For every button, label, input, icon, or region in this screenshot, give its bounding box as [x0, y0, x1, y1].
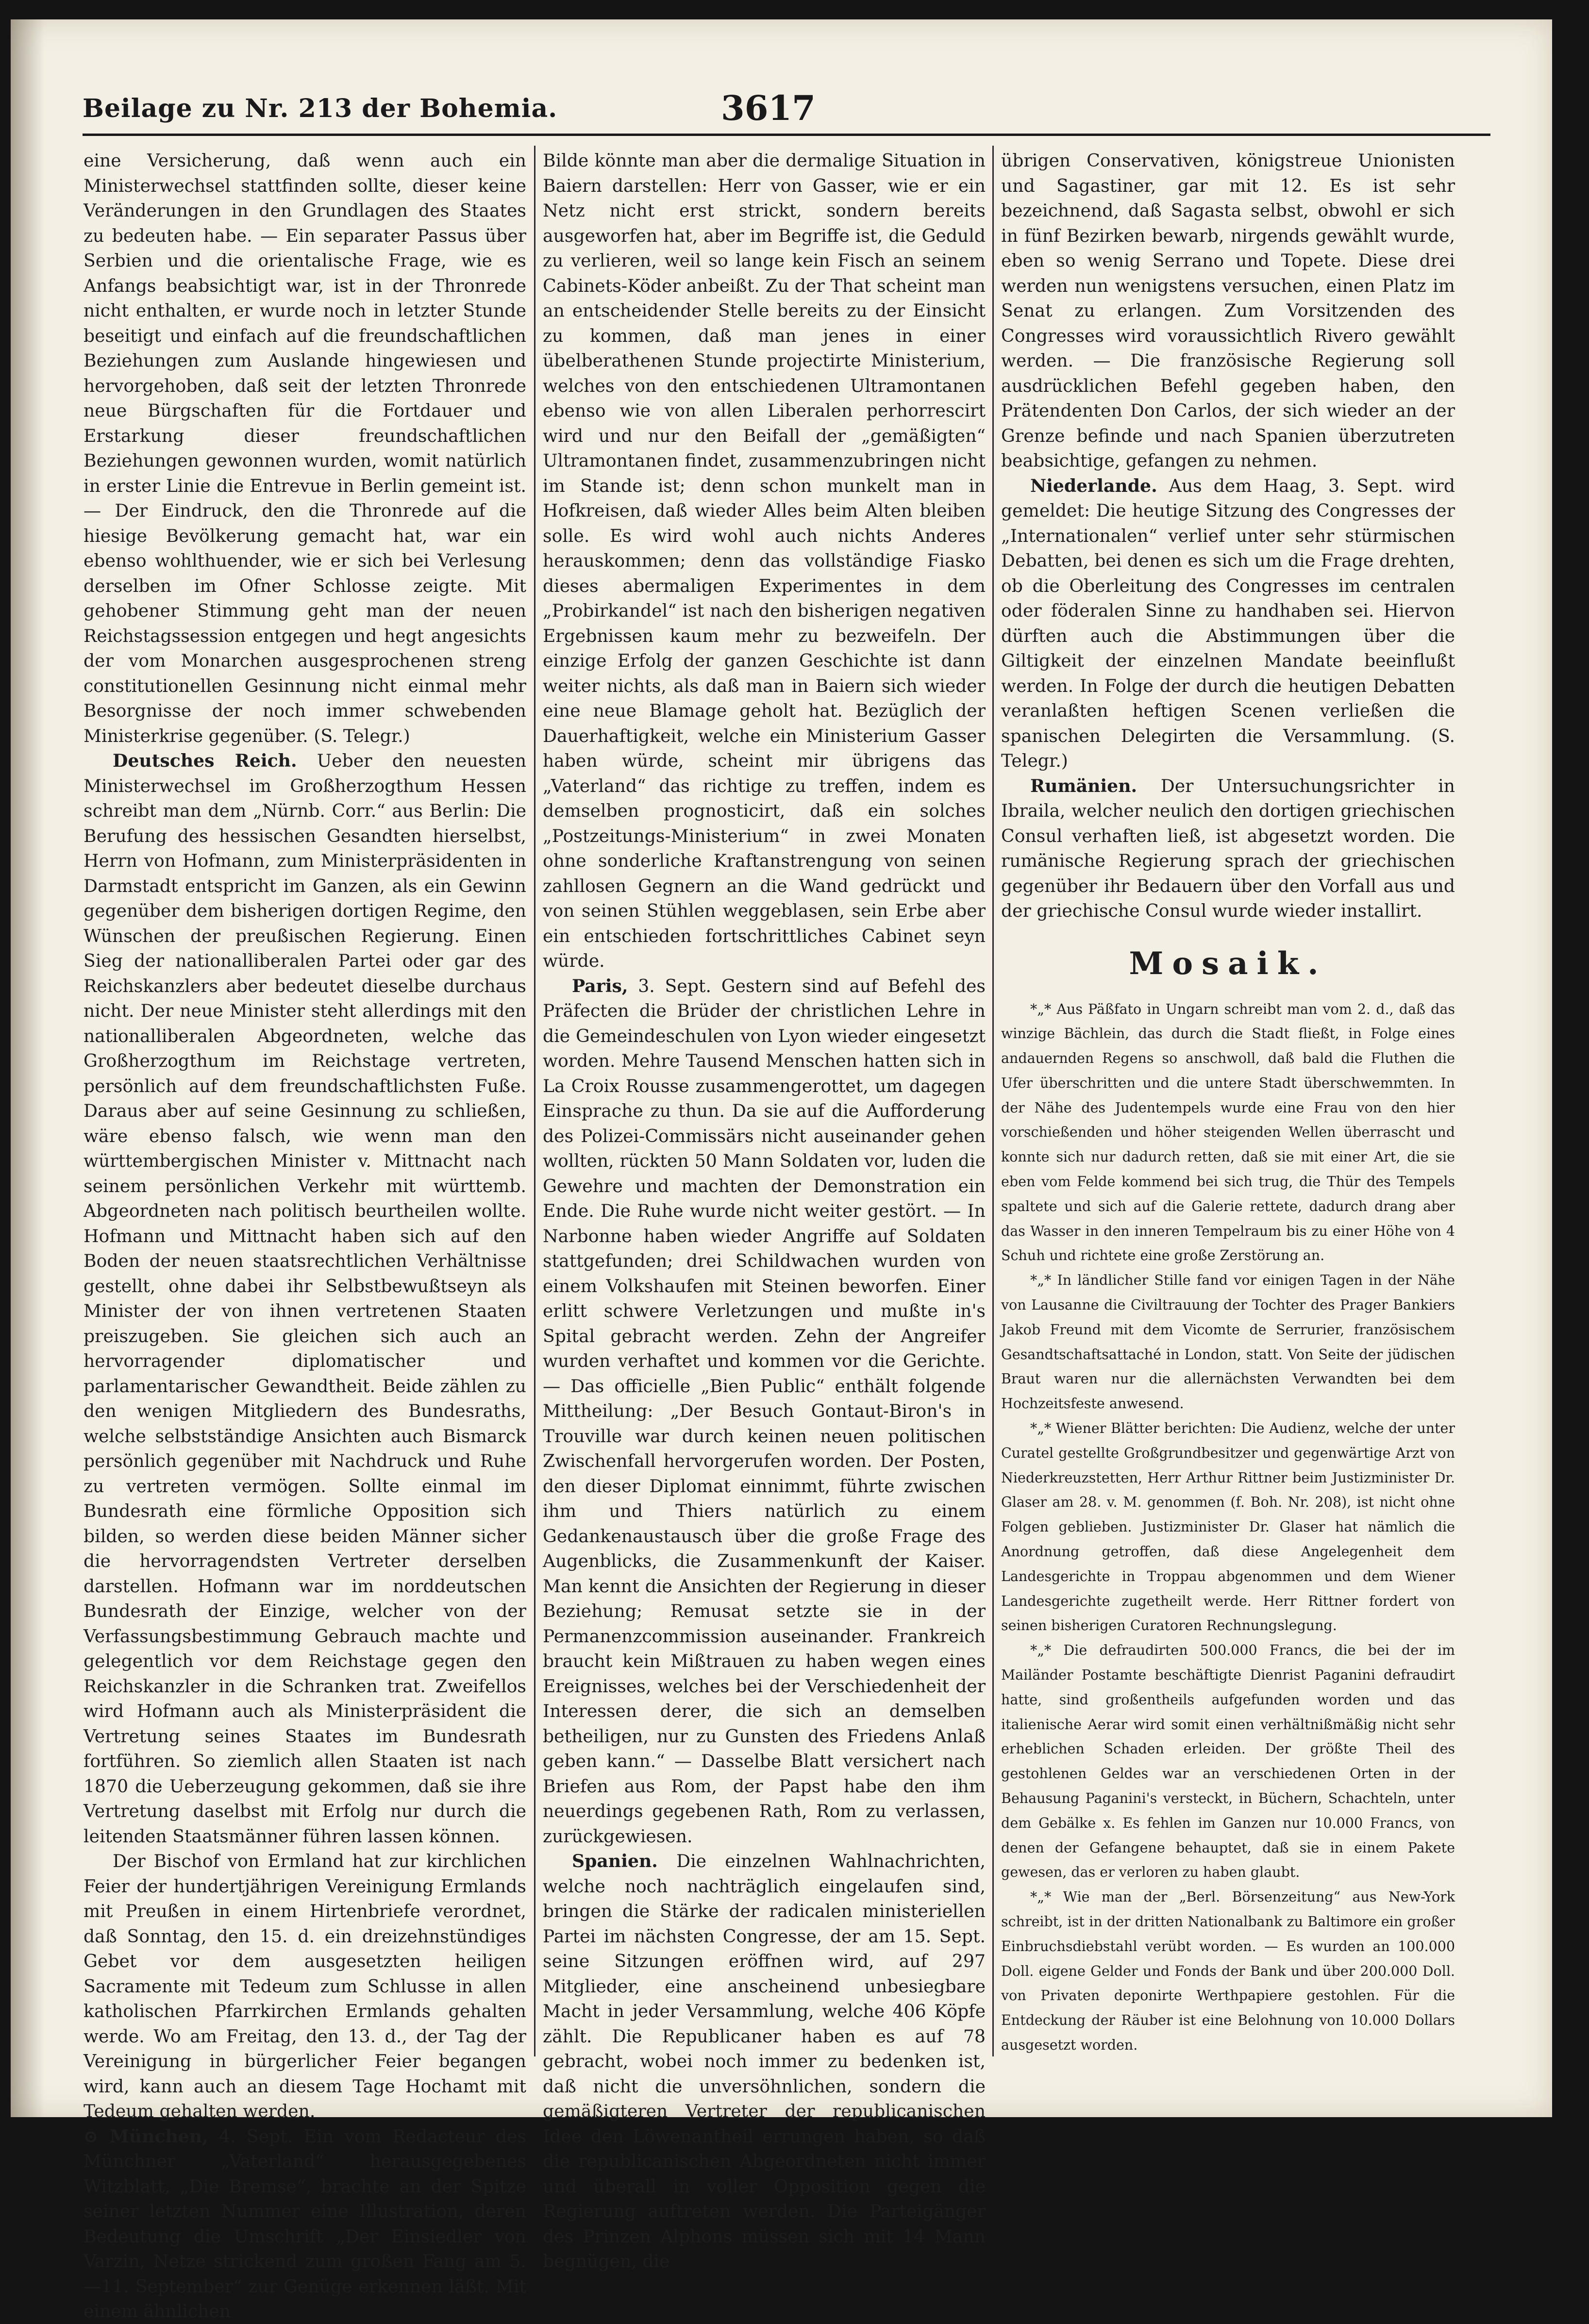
article-spanien-continued: übrigen Conservativen, königstreue Unionisten und Sagastiner, gar mit 12. Es ist sehr bezeichnend, daß Sagasta selbst, obwohl er sich in fünf Bezirken bewarb, nirgends gewählt wurde, eben so wenig Serrano und Topete. Diese drei werden nun wenigstens versuchen, einen Platz im Senat zu erlangen. Zum Vorsitzenden des Congresses wird voraussichtlich Rivero gewählt werden. — Die französische Regierung soll ausdrücklichen Befehl gegeben haben, den Prätendenten Don Carlos, der sich wieder an der Grenze befinde und nach Spanien überzutreten beabsichtige, gefangen zu nehmen.	[1001, 150, 1455, 471]
mosaik-item: *„* Wiener Blätter berichten: Die Audienz, welche der unter Curatel gestellte Großgrundbesitzer und gegenwärtige Arzt von Niederkreuzstetten, Herr Arthur Rittner beim Justizminister Dr. Glaser am 28. v. M. genommen (f. Boh. Nr. 208), ist nicht ohne Folgen geblieben. Justizminister Dr. Glaser hat nämlich die Anordnung getroffen, daß diese Angelegenheit dem Landesgerichte in Troppau abgenommen und dem Wiener Landesgerichte zugetheilt werde. Herr Rittner fordert von seinen bisherigen Curatoren Rechnungslegung.	[1001, 1420, 1455, 1634]
section-heading: Rumänien.	[1030, 775, 1137, 796]
mosaik-heading: Mosaik.	[1129, 945, 1327, 982]
article-body: Der Untersuchungsrichter in Ibraila, welcher neulich den dortigen griechischen Consul verhaften ließ, ist abgesetzt worden. Die rumänische Regierung sprach der griechischen gegenüber ihr Bedauern über den Vorfall aus und der griechische Consul wurde wieder installirt.	[1001, 775, 1455, 921]
column-divider-1	[534, 146, 535, 2056]
section-heading: Deutsches Reich.	[113, 750, 297, 771]
section-heading: Paris,	[572, 975, 628, 996]
section-heading: ⊙ München,	[84, 2125, 208, 2147]
article-baiern-continued: Bilde könnte man aber die dermalige Situation in Baiern darstellen: Herr von Gasser, wie er ein Netz nicht erst strickt, sondern bereits ausgeworfen hat, aber im Begriffe ist, die Geduld zu verlieren, weil so lange kein Fisch an seinem Cabinets-Köder anbeißt. Zu der That scheint man an entscheidender Stelle bereits zu der Einsicht zu kommen, daß man jenes in einer übelberathenen Stunde projectirte Ministerium, welches von den entschiedenen Ultramontanen ebenso wie von allen Liberalen perhorrescirt wird und nur den Beifall der „gemäßigten“ Ultramontanen findet, zusammenzubringen nicht im Stande ist; denn schon munkelt man in Hofkreisen, daß wieder Alles beim Alten bleiben solle. Es wird wohl auch nichts Anderes herauskommen; denn das vollständige Fiasko dieses abermaligen Experimentes in dem „Probirkandel“ ist nach den bisherigen negativen Ergebnissen kaum mehr zu bezweifeln. Der einzige Erfolg der ganzen Geschichte ist dann weiter nichts, als daß man in Baiern sich wieder eine neue Blamage geholt hat. Bezüglich der Dauerhaftigkeit, welche ein Ministerium Gasser haben würde, scheint mir übrigens das „Vaterland“ das richtige zu treffen, indem es demselben prognosticirt, daß ein solches „Postzeitungs-Ministerium“ in zwei Monaten ohne sonderliche Kraftanstrengung von seinen zahllosen Gegnern an die Wand gedrückt und von seinen Stühlen weggeblasen, sein Erbe aber ein entschieden fortschrittliches Cabinet seyn würde.	[543, 150, 986, 971]
supplement-title: Beilage zu Nr. 213 der Bohemia.	[83, 94, 558, 123]
mosaik-item: *„* Die defraudirten 500.000 Francs, die bei der im Mailänder Postamte beschäftigte Dienrist Paganini defraudirt hatte, sind großentheils aufgefunden worden und das italienische Aerar wird somit einen verhältnißmäßig nicht sehr erheblichen Schaden erleiden. Der größte Theil des gestohlenen Geldes war an verschiedenen Orten in der Behausung Paganini's versteckt, in Büchern, Schachteln, unter dem Gebälke x. Es fehlen im Ganzen nur 10.000 Francs, von denen der Gefangene behauptet, daß sie in einem Pakete gewesen, das er verloren zu haben glaubt.	[1001, 1642, 1455, 1881]
section-heading: Niederlande.	[1030, 475, 1157, 496]
article-body: Ueber den neuesten Ministerwechsel im Großherzogthum Hessen schreibt man dem „Nürnb. Corr.“ aus Berlin: Die Berufung des hessischen Gesandten hierselbst, Herrn von Hofmann, zum Ministerpräsidenten in Darmstadt entspricht im Ganzen, als ein Gewinn gegenüber dem bisherigen dortigen Regime, den Wünschen der preußischen Regierung. Einen Sieg der nationalliberalen Partei oder gar des Reichskanzlers aber bedeutet dieselbe durchaus nicht. Der neue Minister steht allerdings mit den nationalliberalen Abgeordneten, welche das Großherzogthum im Reichstage vertreten, persönlich auf dem freundschaftlichsten Fuße. Daraus aber auf seine Gesinnung zu schließen, wäre ebenso falsch, wie wenn man den württembergischen Minister v. Mittnacht nach seinem persönlichen Verkehr mit württemb. Abgeordneten nach politisch beurtheilen wollte. Hofmann und Mittnacht haben sich auf den Boden der neuen staatsrechtlichen Verhältnisse gestellt, ohne dabei ihr Selbstbewußtseyn als Minister der von ihnen vertretenen Staaten preiszugeben. Sie gleichen sich auch an hervorragender diplomatischer und parlamentarischer Gewandtheit. Beide zählen zu den wenigen Mitgliedern des Bundesraths, welche selbstständige Ansichten auch Bismarck persönlich gegenüber mit Nachdruck und Ruhe zu vertreten vermögen. Sollte einmal im Bundesrath eine förmliche Opposition sich bilden, so werden diese beiden Männer sicher die hervorragendsten Vertreter derselben darstellen. Hofmann war im norddeutschen Bundesrath der Einzige, welcher von der Verfassungsbestimmung Gebrauch machte und gelegentlich vor dem Reichstage gegen den Reichskanzler in die Schranken trat. Zweifellos wird Hofmann auch als Ministerpräsident die Vertretung seines Staates im Bundesrath fortführen. So ziemlich allen Staaten ist nach 1870 die Ueberzeugung gekommen, daß sie ihre Vertretung daselbst mit Erfolg nur durch die leitenden Staatsmänner führen lassen können.	[84, 750, 527, 1847]
mosaik-item: *„* In ländlicher Stille fand vor einigen Tagen in der Nähe von Lausanne die Civiltrauung der Tochter des Prager Bankiers Jakob Freund mit dem Vicomte de Serrurier, französischem Gesandtschaftsattaché in London, statt. Von Seite der jüdischen Braut waren nur die allernächsten Verwandten bei dem Hochzeitsfeste anwesend.	[1001, 1272, 1455, 1412]
column-2	[543, 148, 986, 2274]
article-rumaenien	[1001, 774, 1455, 924]
column-3	[1001, 148, 1455, 2058]
article-niederlande	[1001, 473, 1455, 774]
article-muenchen	[84, 2124, 526, 2324]
article-paris	[543, 974, 986, 1849]
article-body: 3. Sept. Gestern sind auf Befehl des Präfecten die Brüder der christlichen Lehre in die Gemeindeschulen von Lyon wieder eingesetzt worden. Mehre Tausend Menschen hatten sich in La Croix Rousse zusammengerottet, um dagegen Einsprache zu thun. Da sie auf die Aufforderung des Polizei-Commissärs nicht auseinander gehen wollten, rückten 50 Mann Soldaten vor, luden die Gewehre und machten der Demonstration ein Ende. Die Ruhe wurde nicht weiter gestört. — In Narbonne haben wieder Angriffe auf Soldaten stattgefunden; drei Schildwachen wurden von einem Volkshaufen mit Steinen beworfen. Einer erlitt schwere Verletzungen und mußte in's Spital gebracht werden. Zehn der Angreifer wurden verhaftet und kommen vor die Gerichte. — Das officielle „Bien Public“ enthält folgende Mittheilung: „Der Besuch Gontaut-Biron's in Trouville war durch keinen neuen politischen Zwischenfall hervorgerufen worden. Der Posten, den dieser Diplomat einnimmt, führte zwischen ihm und Thiers natürlich zu einem Gedankenaustausch über die große Frage des Augenblicks, die Zusammenkunft der Kaiser. Man kennt die Ansichten der Regierung in dieser Beziehung; Remusat setzte sie in der Permanenzcommission auseinander. Frankreich braucht kein Mißtrauen zu haben wegen eines Ereignisses, welches bei der Verschiedenheit der Interessen derer, die sich an demselben betheiligen, nur zu Gunsten des Friedens Anlaß geben kann.“ — Dasselbe Blatt versichert nach Briefen aus Rom, der Papst habe den ihm neuerdings gegebenen Rath, Rom zu verlassen, zurückgewiesen.	[543, 975, 986, 1847]
page-header	[83, 85, 1490, 138]
article-body: Die einzelnen Wahlnachrichten, welche noch nachträglich eingelaufen sind, bringen die Stärke der radicalen ministeriellen Partei im nächsten Congresse, der am 15. Sept. seine Sitzungen eröffnen wird, auf 297 Mitglieder, eine anscheinend unbesiegbare Macht in jeder Versammlung, welche 406 Köpfe zählt. Die Republicaner haben es auf 78 gebracht, wobei noch immer zu bedenken ist, daß nicht die unversöhnlichen, sondern die gemäßigteren Vertreter der republicanischen Idee den Löwenantheil errungen haben, so daß die republicanischen Abgeordneten nicht immer und überall in voller Opposition gegen die Regierung auftreten werden. Die Parteigänger des Prinzen Alphons müssen sich mit 14 Mann begnügen, die	[543, 1851, 986, 2272]
article-ermland: Der Bischof von Ermland hat zur kirchlichen Feier der hundertjährigen Vereinigung Ermlands mit Preußen in einem Hirtenbriefe verordnet, daß Sonntag, den 15. d. ein dreizehnstündiges Gebet vor dem ausgesetzten heiligen Sacramente mit Tedeum zum Schlusse in allen katholischen Pfarrkirchen Ermlands gehalten werde. Wo am Freitag, den 13. d., der Tag der Vereinigung in bürgerlicher Feier begangen wird, kann auch an diesem Tage Hochamt mit Tedeum gehalten werden.	[84, 1851, 526, 2122]
page-number: 3617	[721, 88, 816, 128]
article-deutsches-reich	[84, 748, 526, 1849]
page-gutter-shadow	[11, 19, 45, 2117]
column-1	[84, 148, 526, 2324]
article-body: 4. Sept. Ein vom Redacteur des Münchner „Vaterland“ herausgegebenes Witzblatt, „Die Bremse“, brachte an der Spitze seiner letzten Nummer eine Illustration, deren Bedeutung die Umschrift „Der Einsiedler von Varzin, Netze strickend zum großen Fang am 5.—11. September“ zur Genüge erkennen läßt. Mit einem ähnlichen	[84, 2125, 527, 2322]
article-spanien	[543, 1849, 986, 2274]
article-hungary-continued: eine Versicherung, daß wenn auch ein Ministerwechsel stattfinden sollte, dieser keine Veränderungen in den Grundlagen des Staates zu bedeuten habe. — Ein separater Passus über Serbien und die orientalische Frage, wie es Anfangs beabsichtigt war, ist in der Thronrede nicht enthalten, er wurde noch in letzter Stunde beseitigt und einfach auf die freundschaftlichen Beziehungen zum Auslande hingewiesen und hervorgehoben, daß seit der letzten Thronrede neue Bürgschaften für die Fortdauer und Erstarkung dieser freundschaftlichen Beziehungen gewonnen wurden, womit natürlich in erster Linie die Entrevue in Berlin gemeint ist. — Der Eindruck, den die Thronrede auf die hiesige Bevölkerung gemacht hat, war ein ebenso wohlthuender, wie er sich bei Verlesung derselben im Ofner Schlosse zeigte. Mit gehobener Stimmung geht man der neuen Reichstagssession entgegen und hegt angesichts der vom Monarchen ausgesprochenen streng constitutionellen Gesinnung nicht einmal mehr Besorgnisse der noch immer schwebenden Ministerkrise gegenüber. (S. Telegr.)	[84, 150, 526, 746]
section-heading: Spanien.	[572, 1851, 658, 1871]
article-body: Aus dem Haag, 3. Sept. wird gemeldet: Die heutige Sitzung des Congresses der „Internationalen“ verlief unter sehr stürmischen Debatten, bei denen es sich um die Frage drehten, ob die Oberleitung des Congresses im centralen oder föderalen Sinne zu handhaben sei. Hiervon dürften auch die Abstimmungen über die Giltigkeit der einzelnen Mandate beeinflußt werden. In Folge der durch die heutigen Debatten veranlaßten heftigen Scenen verließen die spanischen Delegirten die Versammlung. (S. Telegr.)	[1001, 475, 1455, 771]
mosaik-item: *„* Aus Päßfato in Ungarn schreibt man vom 2. d., daß das winzige Bächlein, das durch die Stadt fließt, in Folge eines andauernden Regens so anschwoll, daß bald die Fluthen die Ufer überschritten und die untere Stadt überschwemmten. In der Nähe des Judentempels wurde eine Frau von den hier vorschießenden und höher steigenden Wellen überrascht und konnte sich nur dadurch retten, daß sie mit einer Art, die sie eben vom Felde kommend bei sich trug, die Thür des Tempels spaltete und sich auf die Galerie rettete, dadurch drang aber das Wasser in den inneren Tempelraum bis zu einer Höhe von 4 Schuh und richtete eine große Zerstörung an.	[1001, 1001, 1455, 1264]
mosaik-item: *„* Wie man der „Berl. Börsenzeitung“ aus New-York schreibt, ist in der dritten Nationalbank zu Baltimore ein großer Einbruchsdiebstahl verübt worden. — Es wurden an 100.000 Doll. eigene Gelder und Fonds der Bank und über 200.000 Doll. von Privaten deponirte Werthpapiere gestohlen. Für die Entdeckung der Räuber ist eine Belohnung von 10.000 Dollars ausgesetzt worden.	[1001, 1889, 1455, 2053]
header-rule	[83, 134, 1490, 136]
column-divider-2	[992, 146, 994, 2056]
